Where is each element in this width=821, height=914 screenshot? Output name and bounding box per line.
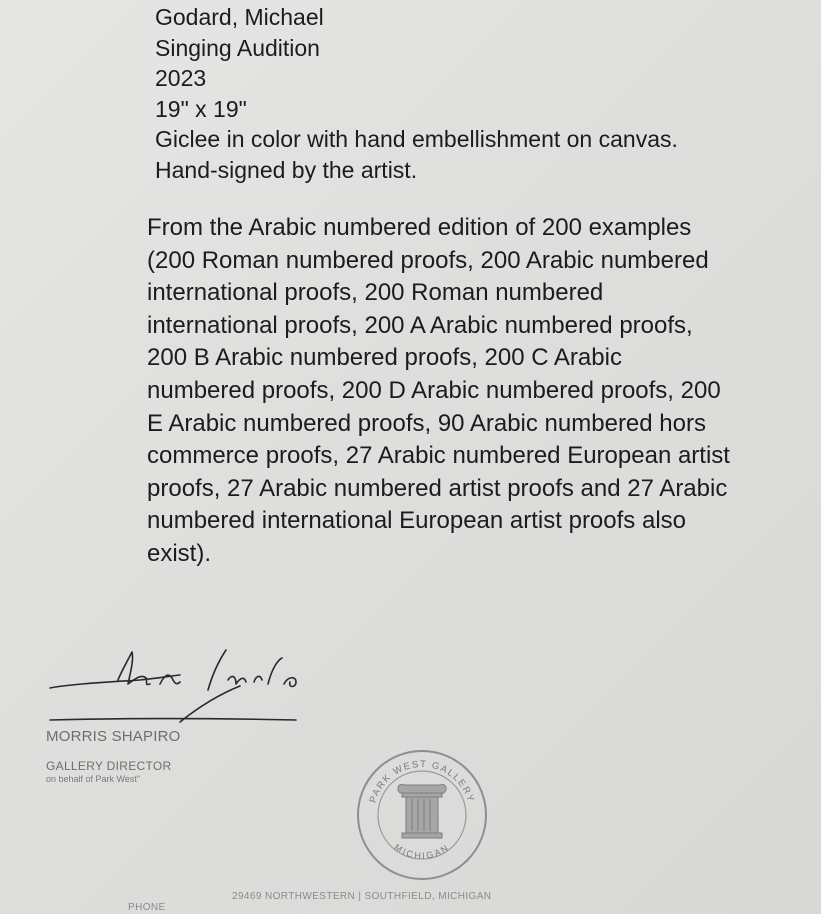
artwork-size: 19" x 19": [155, 95, 247, 122]
column-emblem: [398, 785, 446, 838]
signatory-name: MORRIS SHAPIRO: [46, 728, 181, 745]
embossed-gallery-seal: [352, 745, 492, 885]
edition-statement: From the Arabic numbered edition of 200 examples (200 Roman numbered proofs, 200 Arabic numbered international proofs, 200 Roman numbered international proofs, 200 A Arabic numbered proofs, 200 B Arabic numbered proofs, 200 C Arabic numbered proofs, 200 D Arabic numbered proofs, 200 E Arabic numbered proofs, 90 Arabic numbered hors commerce proofs, 27 Arabic numbered European artist proofs, 27 Arabic numbered artist proofs and 27 Arabic numbered international European artist proofs also exist).: [147, 214, 730, 567]
artist-name: Godard, Michael: [155, 4, 324, 30]
svg-text:MICHIGAN: [393, 842, 452, 861]
signatory-on-behalf: on behalf of Park West": [46, 774, 141, 784]
seal-text-bottom: MICHIGAN: [392, 841, 452, 861]
artwork-title: Singing Audition: [155, 34, 320, 61]
letterhead-footer: [0, 888, 821, 914]
footer-address: 29469 NORTHWESTERN | SOUTHFIELD, MICHIGAN: [232, 891, 492, 902]
artwork-medium: Giclee in color with hand embellishment on canvas. Hand-signed by the artist.: [155, 126, 678, 183]
signatory-block: [46, 728, 180, 784]
signatory-title: GALLERY DIRECTOR: [46, 759, 172, 773]
handwritten-signature: [40, 640, 340, 730]
artwork-year: 2023: [155, 65, 207, 91]
artwork-details: [155, 2, 715, 185]
seal-text-top: PARK WEST GALLERY: [367, 758, 477, 805]
footer-phone: PHONE: [128, 902, 166, 913]
